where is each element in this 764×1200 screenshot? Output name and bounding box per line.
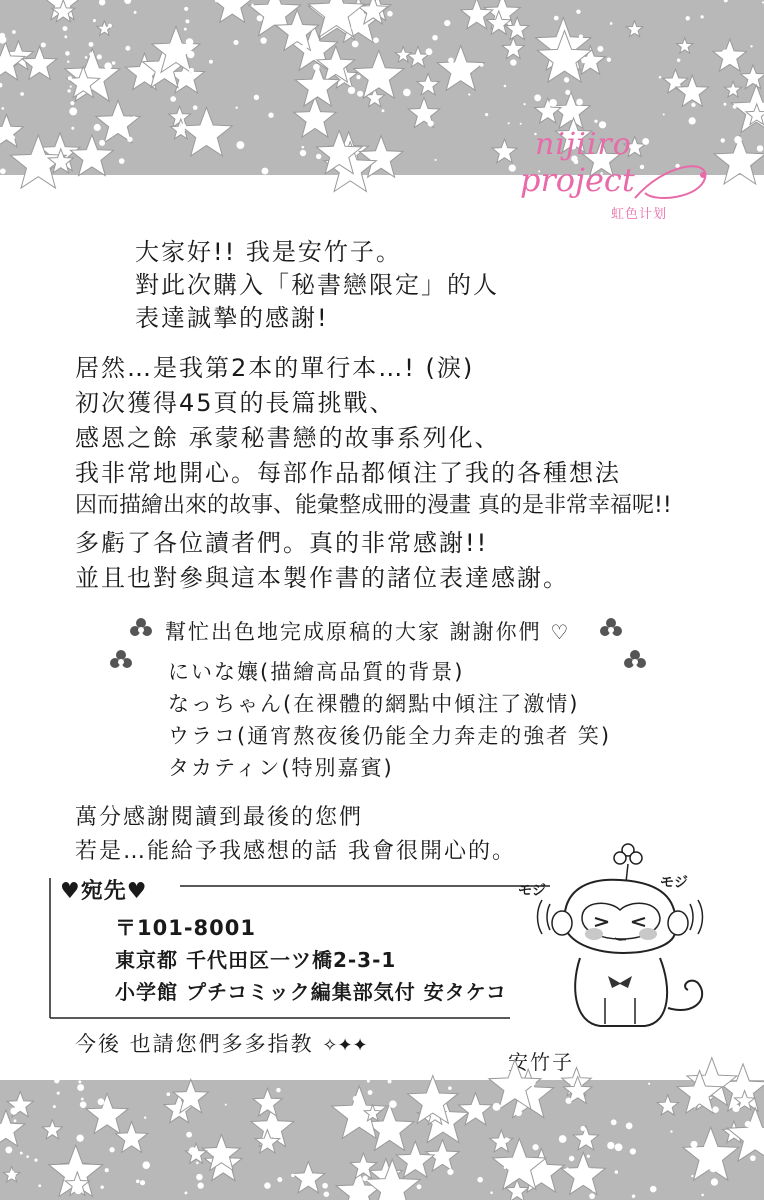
star-border-bottom bbox=[0, 1055, 764, 1200]
sparkle-dot bbox=[712, 1106, 719, 1113]
sparkle-dot bbox=[98, 1098, 105, 1105]
sparkle-dot bbox=[108, 24, 112, 28]
sparkle-dot bbox=[566, 1167, 569, 1170]
sparkle-dot bbox=[532, 1144, 538, 1150]
heart-icon: ♥ bbox=[126, 879, 148, 904]
sparkle-dot bbox=[68, 76, 72, 80]
sparkle-dot bbox=[69, 108, 77, 116]
sparkle-dot bbox=[528, 1079, 535, 1086]
sparkle-dot bbox=[85, 56, 88, 59]
sparkle-dot bbox=[377, 75, 382, 80]
sparkle-dot bbox=[262, 168, 269, 175]
sparkle-dot bbox=[490, 1191, 493, 1194]
clover-icon bbox=[108, 648, 134, 674]
sparkle-dot bbox=[615, 1143, 623, 1151]
sparkle-dot bbox=[10, 135, 15, 140]
closing-line-1: 萬分感謝閱讀到最後的您們 bbox=[75, 805, 364, 830]
thanks-item-3: ウラコ(通宵熬夜後仍能全力奔走的強者 笑) bbox=[168, 724, 612, 748]
sparkle-dot bbox=[350, 150, 353, 153]
sparkle-dot bbox=[580, 1126, 585, 1131]
sparkle-dot bbox=[745, 1121, 751, 1127]
sparkle-dot bbox=[632, 1194, 635, 1197]
sparkle-dot bbox=[356, 1192, 360, 1196]
address-postal: 〒101-8001 bbox=[115, 916, 256, 940]
sparkle-dot bbox=[170, 96, 176, 102]
sparkle-dot bbox=[268, 112, 273, 117]
sparkle-dot bbox=[566, 1098, 572, 1104]
sparkle-dot bbox=[592, 1189, 595, 1192]
body-line-3: 感恩之餘 承蒙秘書戀的故事系列化、 bbox=[75, 424, 501, 452]
sparkle-dot bbox=[233, 40, 238, 45]
sparkle-dot bbox=[97, 54, 102, 59]
sparkle-dot bbox=[579, 35, 583, 39]
sparkle-dot bbox=[193, 105, 198, 110]
sparkle-dot bbox=[686, 94, 691, 99]
sparkle-dot bbox=[589, 1193, 595, 1199]
sparkle-dot bbox=[701, 1194, 704, 1197]
sparkle-dot bbox=[236, 141, 244, 149]
sparkle-dot bbox=[691, 1141, 698, 1148]
sparkle-dot bbox=[349, 1106, 352, 1109]
sparkle-dot bbox=[189, 1147, 197, 1155]
sparkle-dot bbox=[76, 1134, 83, 1141]
sparkle-dot bbox=[465, 66, 468, 69]
sparkle-dot bbox=[722, 49, 729, 56]
sparkle-dot bbox=[523, 103, 525, 105]
sparkle-dot bbox=[300, 150, 306, 156]
sparkle-dot bbox=[734, 136, 742, 144]
sparkle-dot bbox=[389, 1100, 397, 1108]
sparkle-dot bbox=[186, 1132, 192, 1138]
logo-line-1: nijiiro bbox=[535, 127, 632, 162]
sparkle-dot bbox=[428, 120, 434, 126]
greeting-line-1: 大家好!! 我是安竹子。 bbox=[135, 238, 402, 266]
sparkle-dot bbox=[198, 1182, 204, 1188]
sparkle-dot bbox=[504, 1166, 507, 1169]
logo-line-3: 虹色计划 bbox=[611, 207, 668, 222]
address-line-1: 東京都 千代田区一ツ橋2-3-1 bbox=[115, 948, 397, 972]
sparkle-dot bbox=[301, 45, 307, 51]
sparkle-dot bbox=[65, 51, 70, 56]
sparkle-dot bbox=[478, 1105, 485, 1112]
sparkle-dot bbox=[209, 60, 213, 64]
sparkle-dot bbox=[432, 35, 438, 41]
sparkle-dot bbox=[109, 1147, 114, 1152]
sparkle-dot bbox=[112, 61, 116, 65]
greeting-line-3: 表達誠摯的感謝! bbox=[135, 304, 329, 332]
sparkle-dot bbox=[0, 168, 6, 174]
sparkle-dot bbox=[677, 59, 680, 62]
sparkle-dot bbox=[387, 11, 393, 17]
sparkle-dot bbox=[709, 1164, 717, 1172]
sparkle-dot bbox=[534, 94, 541, 101]
sparkle-dot bbox=[41, 42, 46, 47]
sparkle-dot bbox=[196, 1162, 199, 1165]
sparkle-dot bbox=[351, 25, 356, 30]
sparkle-dot bbox=[468, 93, 470, 95]
sparkle-dot bbox=[134, 11, 137, 14]
sparkle-dot bbox=[690, 1100, 698, 1108]
sparkle-dot bbox=[663, 114, 665, 116]
sparkle-dot bbox=[352, 41, 359, 48]
sparkle-dot bbox=[648, 1083, 650, 1085]
sparkle-dot bbox=[20, 1152, 23, 1155]
sparkle-dot bbox=[515, 1109, 522, 1116]
sparkle-dot bbox=[324, 1191, 329, 1196]
sparkle-dot bbox=[448, 1086, 452, 1090]
sparkle-dot bbox=[732, 1105, 739, 1112]
sparkle-dot bbox=[650, 1186, 657, 1193]
sparkle-dot bbox=[99, 140, 105, 146]
sparkle-dot bbox=[264, 1182, 270, 1188]
sparkle-dot bbox=[20, 92, 24, 96]
monkey-mascot-illustration bbox=[520, 838, 720, 1038]
sparkle-dot bbox=[704, 1143, 709, 1148]
sparkle-dot bbox=[144, 1116, 146, 1118]
sparkle-dot bbox=[67, 89, 70, 92]
sparkle-dot bbox=[189, 68, 194, 73]
sparkle-dot bbox=[14, 1119, 17, 1122]
sparkle-dot bbox=[34, 1158, 37, 1161]
sparkle-dot bbox=[63, 26, 68, 31]
sparkle-dot bbox=[589, 1172, 592, 1175]
final-line-text: 今後 也請您們多多指教 bbox=[75, 1032, 314, 1056]
sparkle-dot bbox=[689, 117, 696, 124]
sparkle-dot bbox=[477, 1177, 483, 1183]
sparkle-dot bbox=[403, 89, 411, 97]
sparkle-dot bbox=[186, 38, 194, 46]
sparkle-dot bbox=[104, 62, 112, 70]
sparkle-dot bbox=[368, 10, 371, 13]
sparkle-dot bbox=[313, 64, 320, 71]
sparkle-dot bbox=[701, 15, 704, 18]
sparkle-dot bbox=[426, 48, 433, 55]
sparkle-dot bbox=[367, 1080, 370, 1083]
sparkle-dot bbox=[70, 101, 74, 105]
sparkle-dot bbox=[724, 103, 727, 106]
sparkle-dot bbox=[417, 1184, 422, 1189]
heart-outline-icon: ♡ bbox=[550, 620, 571, 644]
sparkle-dot bbox=[77, 1084, 84, 1091]
logo-line-2: project bbox=[520, 161, 635, 199]
sparkle-dot bbox=[691, 1175, 693, 1177]
sparkle-dot bbox=[659, 76, 662, 79]
sparkle-dot bbox=[185, 19, 189, 23]
sparkle-dot bbox=[582, 1134, 587, 1139]
signature: 安竹子 bbox=[508, 1050, 574, 1074]
sparkle-dot bbox=[587, 1155, 590, 1158]
address-line-2: 小学館 プチコミック編集部気付 安タケコ bbox=[115, 980, 507, 1004]
sparkle-dot bbox=[749, 1134, 751, 1136]
sparkle-dot bbox=[607, 58, 611, 62]
sparkle-dot bbox=[302, 146, 305, 149]
sparkle-dot bbox=[64, 35, 67, 38]
sparkle-dot bbox=[388, 1079, 392, 1083]
sparkle-dot bbox=[504, 85, 507, 88]
closing-line-2: 若是…能給予我感想的話 我會很開心的。 bbox=[75, 839, 516, 864]
sparkle-dot bbox=[2, 107, 5, 110]
sparkle-dot bbox=[169, 67, 171, 69]
sparkle-dot bbox=[180, 124, 186, 130]
sfx-moji-left: モジ bbox=[518, 883, 546, 899]
sparkle-dot bbox=[693, 91, 696, 94]
sparkle-dot bbox=[166, 1092, 170, 1096]
sparkle-dot bbox=[78, 1080, 81, 1083]
sparkle-dot bbox=[316, 154, 321, 159]
sparkle-dot bbox=[89, 52, 94, 57]
sparkle-dot bbox=[67, 60, 69, 62]
sparkle-dot bbox=[89, 42, 94, 47]
sparkle-dot bbox=[91, 65, 98, 72]
thanks-item-1: にいな孃(描繪高品質的背景) bbox=[168, 660, 465, 684]
sparkle-dot bbox=[184, 28, 187, 31]
sparkle-dot bbox=[733, 105, 737, 109]
sparkle-dot bbox=[378, 72, 381, 75]
sparkle-dot bbox=[81, 1098, 84, 1101]
sparkle-dot bbox=[686, 16, 690, 20]
sparkle-dot bbox=[348, 1188, 354, 1194]
sparkle-dot bbox=[611, 1119, 617, 1125]
sparkle-dot bbox=[750, 45, 752, 47]
sparkle-dot bbox=[127, 137, 132, 142]
sparkle-dot bbox=[554, 16, 559, 21]
clover-icon bbox=[128, 616, 154, 642]
sparkle-dot bbox=[184, 7, 188, 11]
sparkle-dot bbox=[576, 9, 580, 13]
sparkle-dot bbox=[93, 19, 96, 22]
body-line-5: 因而描繪出來的故事、能彙整成冊的漫畫 真的是非常幸福呢!! bbox=[75, 493, 672, 518]
sparkle-dot bbox=[368, 1090, 373, 1095]
sparkle-dot bbox=[196, 1174, 202, 1180]
sparkle-dot bbox=[176, 128, 180, 132]
address-label-text: 宛先 bbox=[80, 879, 127, 904]
sparkle-dot bbox=[38, 1184, 41, 1187]
sparkle-dot bbox=[382, 109, 385, 112]
sparkle-dot bbox=[569, 1156, 574, 1161]
sparkle-dot bbox=[363, 1163, 370, 1170]
thanks-header bbox=[165, 616, 570, 646]
sparkle-dot bbox=[630, 1148, 636, 1154]
sparkle-dot bbox=[132, 116, 136, 120]
sparkle-dot bbox=[559, 1135, 567, 1143]
sparkle-icon: ✧✦✦ bbox=[322, 1035, 368, 1056]
sparkle-dot bbox=[142, 1161, 150, 1169]
sparkle-dot bbox=[53, 1105, 56, 1108]
sparkle-dot bbox=[291, 1173, 295, 1177]
sparkle-dot bbox=[632, 29, 636, 33]
sparkle-dot bbox=[107, 1107, 112, 1112]
sparkle-dot bbox=[711, 1178, 718, 1185]
sparkle-dot bbox=[364, 1122, 369, 1127]
sparkle-dot bbox=[444, 20, 450, 26]
address-label bbox=[60, 874, 147, 905]
body-line-4: 我非常地開心。每部作品都傾注了我的各種想法 bbox=[75, 459, 621, 487]
sparkle-dot bbox=[480, 63, 484, 67]
body-line-2: 初次獲得45頁的長篇挑戰、 bbox=[75, 389, 396, 417]
sparkle-dot bbox=[100, 1185, 103, 1188]
sparkle-dot bbox=[447, 1169, 453, 1175]
sparkle-dot bbox=[54, 1078, 59, 1083]
sparkle-dot bbox=[187, 51, 195, 59]
sparkle-dot bbox=[5, 1146, 12, 1153]
sparkle-dot bbox=[597, 46, 603, 52]
sparkle-dot bbox=[276, 1088, 281, 1093]
sparkle-dot bbox=[711, 1159, 713, 1161]
sparkle-dot bbox=[738, 155, 741, 158]
sparkle-dot bbox=[173, 51, 177, 55]
sparkle-dot bbox=[670, 1130, 672, 1132]
greeting-line-2: 對此次購入「秘書戀限定」的人 bbox=[135, 271, 499, 299]
sparkle-dot bbox=[750, 1155, 756, 1161]
body-line-6: 多虧了各位讀者們。真的非常感謝!! bbox=[75, 529, 489, 557]
sparkle-dot bbox=[184, 1191, 187, 1194]
sparkle-dot bbox=[615, 1170, 618, 1173]
body-line-1: 居然…是我第2本的單行本…! (淚) bbox=[75, 354, 475, 382]
sparkle-dot bbox=[353, 1096, 359, 1102]
sparkle-dot bbox=[235, 107, 237, 109]
sparkle-dot bbox=[119, 158, 125, 164]
sparkle-dot bbox=[277, 1177, 282, 1182]
sparkle-dot bbox=[582, 60, 586, 64]
sparkle-dot bbox=[71, 127, 74, 130]
sparkle-dot bbox=[398, 1195, 402, 1199]
sparkle-dot bbox=[448, 57, 454, 63]
thanks-item-4: タカティン(特別嘉賓) bbox=[168, 756, 394, 780]
sparkle-dot bbox=[348, 87, 355, 94]
sparkle-dot bbox=[80, 1101, 87, 1108]
sparkle-dot bbox=[9, 1172, 15, 1178]
sparkle-dot bbox=[254, 95, 259, 100]
sparkle-dot bbox=[435, 159, 437, 161]
sparkle-dot bbox=[607, 1142, 614, 1149]
thanks-header-text: 幫忙出色地完成原稿的大家 謝謝你們 bbox=[165, 620, 542, 644]
sparkle-dot bbox=[10, 1108, 17, 1115]
thanks-item-2: なっちゃん(在裸體的網點中傾注了激情) bbox=[168, 692, 580, 716]
sparkle-dot bbox=[312, 51, 319, 58]
body-line-7: 並且也對參與這本製作書的諸位表達感謝。 bbox=[75, 564, 569, 592]
sparkle-dot bbox=[388, 1198, 390, 1200]
sparkle-dot bbox=[105, 1168, 109, 1172]
clover-icon bbox=[622, 648, 648, 674]
sparkle-dot bbox=[493, 1103, 501, 1111]
sparkle-dot bbox=[757, 145, 764, 152]
sparkle-dot bbox=[576, 99, 583, 106]
sparkle-dot bbox=[225, 1104, 227, 1106]
sparkle-dot bbox=[140, 1180, 145, 1185]
sparkle-dot bbox=[136, 1179, 140, 1183]
sparkle-dot bbox=[322, 1183, 328, 1189]
sparkle-dot bbox=[356, 75, 360, 79]
sparkle-dot bbox=[626, 1123, 633, 1130]
sparkle-dot bbox=[691, 103, 695, 107]
sparkle-dot bbox=[70, 85, 72, 87]
sparkle-dot bbox=[504, 1137, 509, 1142]
sparkle-dot bbox=[565, 90, 570, 95]
sparkle-dot bbox=[357, 91, 363, 97]
nijiiro-project-logo bbox=[515, 125, 725, 245]
sparkle-dot bbox=[594, 120, 597, 123]
heart-icon: ♥ bbox=[60, 879, 81, 904]
sparkle-dot bbox=[125, 46, 130, 51]
sparkle-dot bbox=[362, 1176, 367, 1181]
sparkle-dot bbox=[12, 30, 16, 34]
final-line bbox=[75, 1028, 368, 1058]
sparkle-dot bbox=[508, 122, 510, 124]
sparkle-dot bbox=[553, 55, 555, 57]
sfx-moji-right: モジ bbox=[660, 875, 688, 891]
sparkle-dot bbox=[510, 59, 516, 65]
sparkle-dot bbox=[564, 77, 569, 82]
sparkle-dot bbox=[373, 37, 379, 43]
sparkle-dot bbox=[26, 1155, 29, 1158]
clover-icon bbox=[598, 616, 624, 642]
sparkle-dot bbox=[549, 99, 557, 107]
sparkle-dot bbox=[610, 22, 613, 25]
sparkle-dot bbox=[251, 4, 253, 6]
sparkle-dot bbox=[260, 37, 266, 43]
sparkle-dot bbox=[57, 1092, 60, 1095]
sparkle-dot bbox=[75, 1187, 82, 1194]
sparkle-dot bbox=[94, 124, 101, 131]
sparkle-dot bbox=[485, 113, 488, 116]
sparkle-dot bbox=[257, 15, 263, 21]
